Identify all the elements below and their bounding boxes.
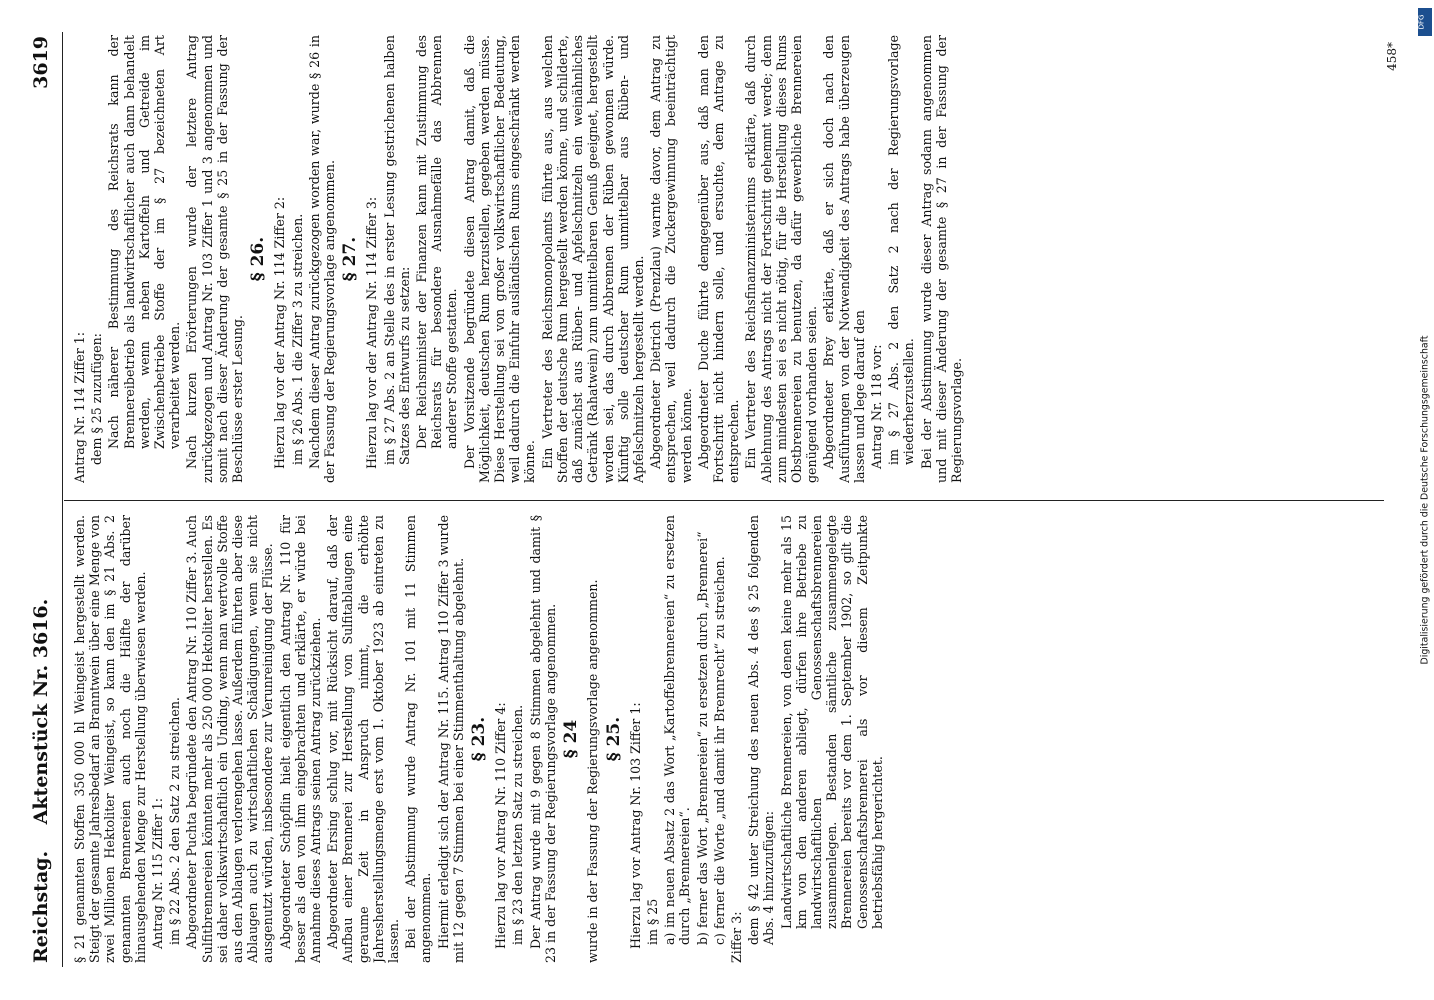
paragraph: Antrag Nr. 115 Ziffer 1:	[150, 797, 166, 949]
paragraph: Bei der Abstimmung wurde Antrag Nr. 101 mit 11 Stimmen angenommen.	[403, 515, 434, 963]
paragraph: im § 26 Abs. 1 die Ziffer 3 zu streichen.	[289, 213, 305, 465]
paragraph: im § 23 den letzten Satz zu streichen.	[510, 704, 526, 945]
paragraph: Der Vorsitzende begründete diesen Antrag damit, daß die Möglichkeit, deutschen Rum herzustellen, gegeben werden müsse. Diese Herstellung sei von großer volkswirtschaftlicher Bedeutung, weil dadurch die Einfuhr ausländischen Rums eingeschränkt werden könne.	[461, 35, 538, 483]
paragraph: dem § 25 zuzufügen:	[89, 333, 105, 465]
paragraph: Hiermit erledigt sich der Antrag Nr. 115. Antrag 110 Ziffer 3 wurde mit 12 gegen 7 Stimmen bei einer Stimmenthaltung abgelehnt.	[435, 515, 466, 963]
dfg-logo: DFG	[1418, 8, 1432, 36]
paragraph: Hierzu lag vor Antrag Nr. 103 Ziffer 1:	[627, 702, 643, 949]
paragraph: Hierzu lag vor der Antrag Nr. 114 Ziffer 2:	[272, 196, 288, 469]
left-column	[72, 515, 1392, 963]
list-item: c) ferner die Worte „und damit ihr Brennrecht“ zu streichen.	[711, 556, 727, 945]
right-column	[72, 35, 1392, 483]
list-item: a) im neuen Absatz 2 das Wort „Kartoffelbrennereien“ zu ersetzen durch „Brennereien“.	[662, 515, 693, 945]
paragraph: Abgeordneter Puchta begründete den Antrag Nr. 110 Ziffer 3. Auch Sulfitbrennereien könnten mehr als 250 000 Hektoliter herstellen. Es sei daher volkswirtschaftlich ein Unding, wenn man wertvolle Stoffe aus den Ablaugen verlorengehen lasse. Außerdem führten aber diese Ablaugen auch zu wirtschaftlichen Schädigungen, wenn sie nicht ausgenutzt würden, insbesondere zur Verunreinigung der Flüsse.	[184, 515, 276, 963]
rotated-sheet	[28, 32, 1403, 967]
paragraph: im § 27 Abs. 2 den Satz 2 nach der Regierungsvorlage wiederherzustellen.	[886, 35, 917, 465]
paragraph: wurde in der Fassung der Regierungsvorlage angenommen.	[585, 579, 601, 963]
paragraph: Ein Vertreter des Reichsmonopolamts führte aus, aus welchen Stoffen der deutsche Rum hergestellt werden könne, und schilderte, daß zunächst aus Rüben- und Apfelschnitzeln ein weinähnliches Getränk (Rahatwein) zum unmittelbaren Genuß geeignet, hergestellt worden sei, das durch Abbrennen der Rüben gewonnen würde. Künftig solle deutscher Rum unmittelbar aus Rüben- und Apfelschnitzeln hergestellt werden.	[539, 35, 646, 483]
paragraph: Ziffer 3:	[728, 911, 744, 963]
paragraph: Hierzu lag vor Antrag Nr. 110 Ziffer 4:	[493, 702, 509, 949]
paragraph: Hierzu lag vor der Antrag Nr. 114 Ziffer 3:	[364, 196, 380, 469]
paragraph: Bei der Abstimmung wurde dieser Antrag sodann angenommen und mit dieser Änderung der gesamte § 27 in der Fassung der Regierungsvorlage.	[918, 35, 964, 483]
paragraph: Nachdem dieser Antrag zurückgezogen worden war, wurde § 26 in der Fassung der Regierungsvorlage angenommen.	[306, 35, 338, 483]
paragraph: Der Reichsminister der Finanzen kann mit Zustimmung des Reichsrats für besondere Ausnahmefälle das Abbrennen anderer Stoffe gestatten.	[414, 35, 460, 449]
section-heading: § 26.	[248, 236, 269, 282]
paragraph: Antrag Nr. 114 Ziffer 1:	[72, 331, 87, 483]
paragraph: Nach kurzen Erörterungen wurde der letztere Antrag zurückgezogen und Antrag Nr. 103 Ziffer 1 und 3 angenommen und somit nach dieser Änderung der gesamte § 25 in der Fassung der Beschlüsse erster Lesung.	[184, 35, 246, 483]
paragraph: Abgeordneter Duche führte demgegenüber aus, daß man den Fortschritt nicht hindern solle, und ersuchte, dem Antrage zu entsprechen.	[695, 35, 742, 483]
paragraph: Landwirtschaftliche Brennereien, von denen keine mehr als 15 km von den anderen abliegt, dürfen ihre Betriebe zu landwirtschaftlichen Genossenschaftsbrennereien zusammenlegen. Bestanden sämtliche zusammengelegte Brennereien bereits vor dem 1. September 1902, so gilt die Genossenschaftsbrennerei als vor diesem Zeitpunkte betriebsfähig hergerichtet.	[778, 515, 885, 929]
paragraph: Abgeordneter Ersing schlug vor, mit Rücksicht darauf, daß der Aufbau einer Brennerei zur Herstellung von Sulfitablaugen eine geraume Zeit in Anspruch nimmt, die erhöhte Jahresherstellungsmenge erst vom 1. Oktober 1923 ab eintreten zu lassen.	[325, 515, 402, 963]
paragraph: § 21 genannten Stoffen 350 000 hl Weingeist hergestellt werden. Steigt der gesamte Jahresbedarf an Branntwein über eine Menge von zwei Millionen Hektoliter Weingeist, so kann den im § 21 Abs. 2 genannten Brennereien auch noch die Hälfte der darüber hinausgehenden Menge zur Herstellung überwiesen werden.	[72, 515, 148, 963]
section-heading: § 24	[561, 719, 582, 759]
paragraph: im § 22 Abs. 2 den Satz 2 zu streichen.	[167, 697, 183, 945]
header-title: Reichstag. Aktenstück Nr. 3616.	[30, 598, 52, 963]
paragraph: Ein Vertreter des Reichsfinanzministeriums erklärte, daß durch Ablehnung des Antrags nicht der Fortschritt gehemmt werde; denn zum mindesten sei es nicht nötig, für die Herstellung dieses Rums Obstbrennereien zu benutzen, da dafür gewerbliche Brennereien genügend vorhanden seien.	[743, 35, 820, 483]
paragraph: im § 25	[644, 898, 660, 945]
paragraph: Nach näherer Bestimmung des Reichsrats kann der Brennereibetrieb als landwirtschaftlicher auch dann behandelt werden, wenn neben Kartoffeln und Getreide im Zwischenbetriebe Stoffe der im § 27 bezeichneten Art verarbeitet werden.	[106, 35, 183, 449]
paragraph: dem § 42 unter Streichung des neuen Abs. 4 des § 25 folgenden Abs. 4 hinzuzufügen:	[746, 515, 777, 945]
paragraph: Abgeordneter Dietrich (Prenzlau) warnte davor, dem Antrag zu entsprechen, weil dadurch die Zuckergewinnung beeinträchtigt werden könne.	[648, 35, 694, 483]
list-item: b) ferner das Wort „Brennereien“ zu ersetzen durch „Brennerei“	[694, 531, 710, 945]
running-header	[28, 32, 58, 967]
paragraph: im § 27 Abs. 2 an Stelle des in erster Lesung gestrichenen halben Satzes des Entwurfs zu setzen:	[381, 35, 412, 465]
paragraph: Der Antrag wurde mit 9 gegen 8 Stimmen abgelehnt und damit § 23 in der Fassung der Regierungsvorlage angenommen.	[527, 515, 558, 963]
section-heading: § 25.	[603, 716, 624, 762]
paragraph: Abgeordneter Brey erklärte, daß er sich doch nach den Ausführungen von der Notwendigkeit des Antrags habe überzeugen lassen und lege darauf den	[821, 35, 867, 483]
signature-mark: 458*	[1385, 42, 1399, 71]
page-number: 3619	[30, 36, 52, 89]
section-heading: § 23.	[469, 716, 490, 762]
column-divider	[64, 500, 1384, 501]
header-rule	[62, 32, 63, 967]
digitization-note: Digitalisierung gefördert durch die Deutsche Forschungsgemeinschaft	[1419, 335, 1431, 665]
paragraph: Abgeordneter Schöpflin hielt eigentlich den Antrag Nr. 110 für besser als den von ihm eingebrachten und erklärte, er würde bei Annahme dieses Antrags seinen Antrag zurückziehen.	[277, 515, 324, 963]
paragraph: Antrag Nr. 118 vor:	[868, 344, 884, 469]
section-heading: § 27.	[340, 236, 361, 282]
